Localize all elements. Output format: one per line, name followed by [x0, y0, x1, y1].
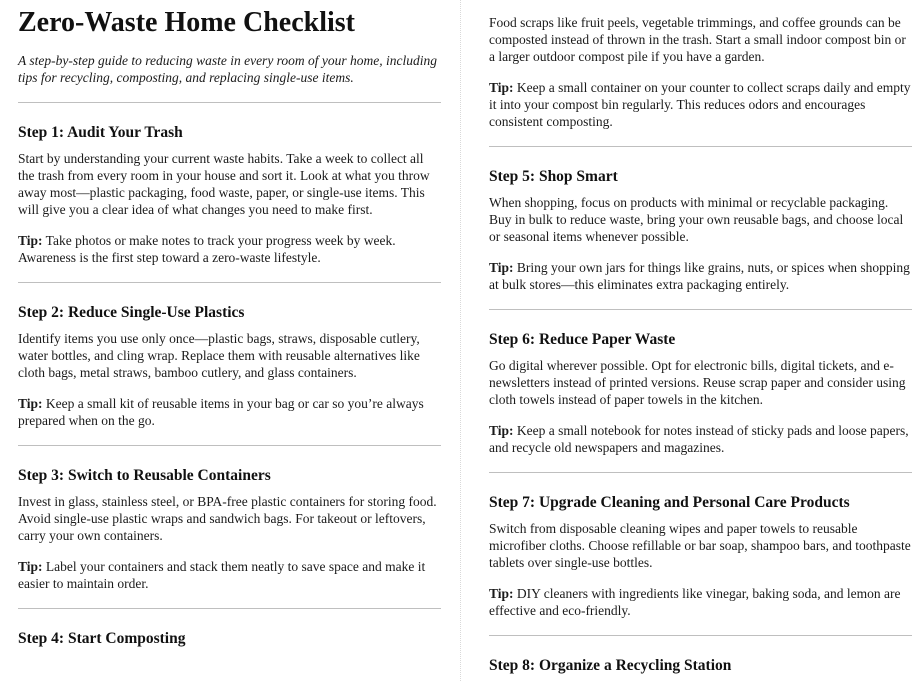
- section-rule: [18, 102, 441, 103]
- section-rule: [489, 635, 912, 636]
- subtitle: A step-by-step guide to reducing waste in every room of your home, including tips for recycling, composting, and replacing single-use items.: [18, 53, 438, 85]
- step-3-body: Invest in glass, stainless steel, or BPA-free plastic containers for storing food. Avoid single-use plastic wraps and sandwich bags. For takeout or leftovers, carry your own containers.: [18, 494, 437, 543]
- page-title: Zero-Waste Home Checklist: [18, 7, 355, 38]
- right-column: [461, 0, 924, 681]
- tip-label: Tip:: [489, 423, 514, 438]
- tip-text: Keep a small kit of reusable items in your bag or car so you’re always prepared when on the go.: [18, 396, 424, 428]
- step-7-body: Switch from disposable cleaning wipes and paper towels to reusable microfiber cloths. Choose refillable or bar soap, shampoo bars, and toothpaste tablets over single-use bottles.: [489, 521, 911, 570]
- tip-label: Tip:: [489, 80, 514, 95]
- step-4-tip: [489, 79, 912, 130]
- tip-label: Tip:: [18, 233, 43, 248]
- tip-text: Keep a small notebook for notes instead of sticky pads and loose papers, and recycle old newspapers and magazines.: [489, 423, 909, 455]
- tip-text: Bring your own jars for things like grains, nuts, or spices when shopping at bulk stores—this eliminates extra packaging entirely.: [489, 260, 910, 292]
- step-1-body: Start by understanding your current waste habits. Take a week to collect all the trash from every room in your house and sort it. Look at what you throw away most—plastic packaging, food waste, paper, or single-use items. This will give you a clear idea of what changes you need to make first.: [18, 151, 430, 217]
- tip-label: Tip:: [489, 586, 514, 601]
- step-8-heading: Step 8: Organize a Recycling Station: [489, 657, 732, 674]
- step-5-tip: [489, 259, 912, 293]
- step-6-body: Go digital wherever possible. Opt for electronic bills, digital tickets, and e-newsletters instead of printed versions. Reuse scrap paper and consider using cloth towels instead of paper towels in the kitchen.: [489, 358, 906, 407]
- step-2-tip: [18, 395, 441, 429]
- section-rule: [18, 608, 441, 609]
- tip-text: DIY cleaners with ingredients like vinegar, baking soda, and lemon are effective and eco-friendly.: [489, 586, 901, 618]
- step-7-heading: Step 7: Upgrade Cleaning and Personal Care Products: [489, 494, 850, 511]
- step-1-heading: Step 1: Audit Your Trash: [18, 124, 183, 141]
- left-column: [0, 0, 460, 681]
- tip-text: Take photos or make notes to track your progress week by week. Awareness is the first step toward a zero-waste lifestyle.: [18, 233, 396, 265]
- step-1-tip: [18, 232, 441, 266]
- step-5-body: When shopping, focus on products with minimal or recyclable packaging. Buy in bulk to reduce waste, bring your own reusable bags, and choose local or seasonal items whenever possible.: [489, 195, 904, 244]
- tip-label: Tip:: [489, 260, 514, 275]
- step-6-tip: [489, 422, 912, 456]
- step-4-body: Food scraps like fruit peels, vegetable trimmings, and coffee grounds can be composted instead of thrown in the trash. Start a small indoor compost bin or a larger outdoor compost pile if you have a garden.: [489, 15, 906, 64]
- step-3-tip: [18, 558, 441, 592]
- section-rule: [489, 146, 912, 147]
- tip-text: Keep a small container on your counter to collect scraps daily and empty it into your compost bin regularly. This reduces odors and encourages consistent composting.: [489, 80, 911, 129]
- step-3-heading: Step 3: Switch to Reusable Containers: [18, 467, 271, 484]
- section-rule: [489, 309, 912, 310]
- step-2-heading: Step 2: Reduce Single-Use Plastics: [18, 304, 245, 321]
- step-5-heading: Step 5: Shop Smart: [489, 168, 618, 185]
- section-rule: [18, 445, 441, 446]
- tip-text: Label your containers and stack them neatly to save space and make it easier to maintain order.: [18, 559, 426, 591]
- section-rule: [18, 282, 441, 283]
- step-2-body: Identify items you use only once—plastic bags, straws, disposable cutlery, water bottles, and cling wrap. Replace them with reusable alternatives like cloth bags, metal straws, bamboo cutlery, and glass containers.: [18, 331, 420, 380]
- step-6-heading: Step 6: Reduce Paper Waste: [489, 331, 676, 348]
- step-7-tip: [489, 585, 912, 619]
- tip-label: Tip:: [18, 396, 43, 411]
- step-4-heading: Step 4: Start Composting: [18, 630, 186, 647]
- section-rule: [489, 472, 912, 473]
- tip-label: Tip:: [18, 559, 43, 574]
